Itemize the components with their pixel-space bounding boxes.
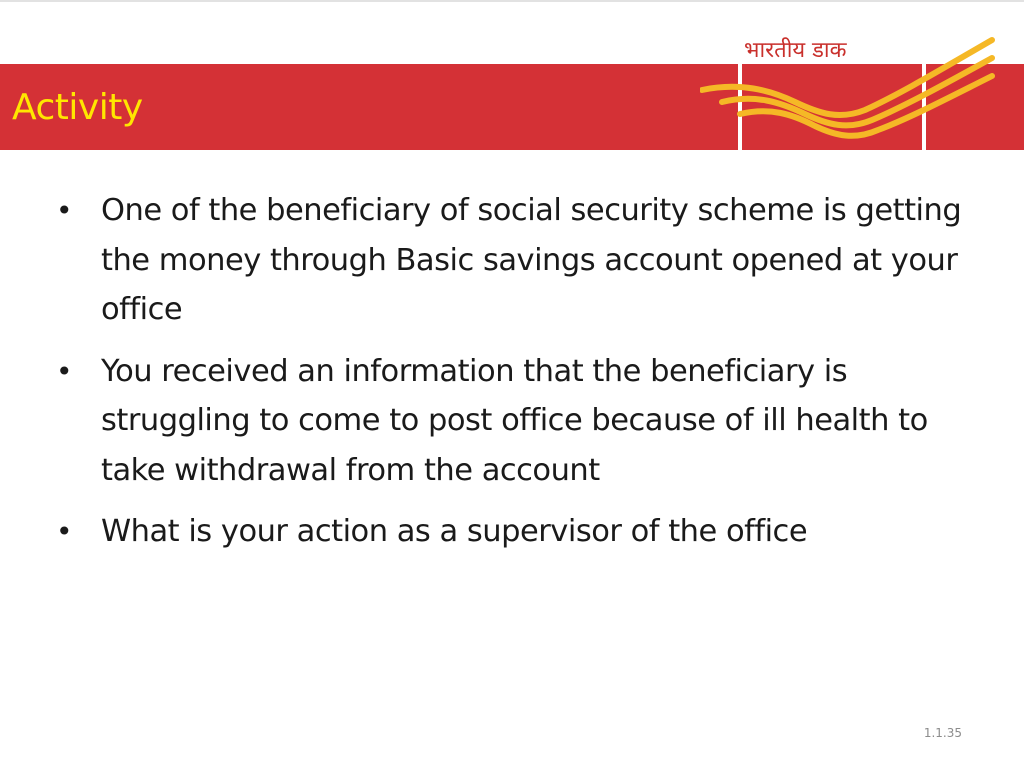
bullet-dot: •: [56, 515, 73, 548]
bullet-item: [56, 507, 976, 557]
logo-divider-line: [738, 64, 742, 152]
bullet-item: [56, 186, 976, 335]
logo-wordmark: भारतीय डाक: [744, 38, 847, 63]
bullet-dot: •: [56, 194, 73, 227]
slide-title: Activity: [12, 87, 143, 128]
bullet-dot: •: [56, 354, 73, 388]
bullet-text: What is your action as a supervisor of the office: [101, 514, 808, 549]
top-border: [0, 0, 1024, 2]
bullet-list: [56, 186, 976, 569]
bullet-text: One of the beneficiary of social security scheme is getting the money through Basic savings account opened at your office: [101, 193, 962, 327]
slide-number: 1.1.35: [923, 726, 962, 740]
bullet-item: [56, 347, 976, 496]
bullet-text: You received an information that the beneficiary is struggling to come to post office because of ill health to take withdrawal from the account: [101, 353, 928, 488]
india-post-logo: [700, 30, 1000, 152]
